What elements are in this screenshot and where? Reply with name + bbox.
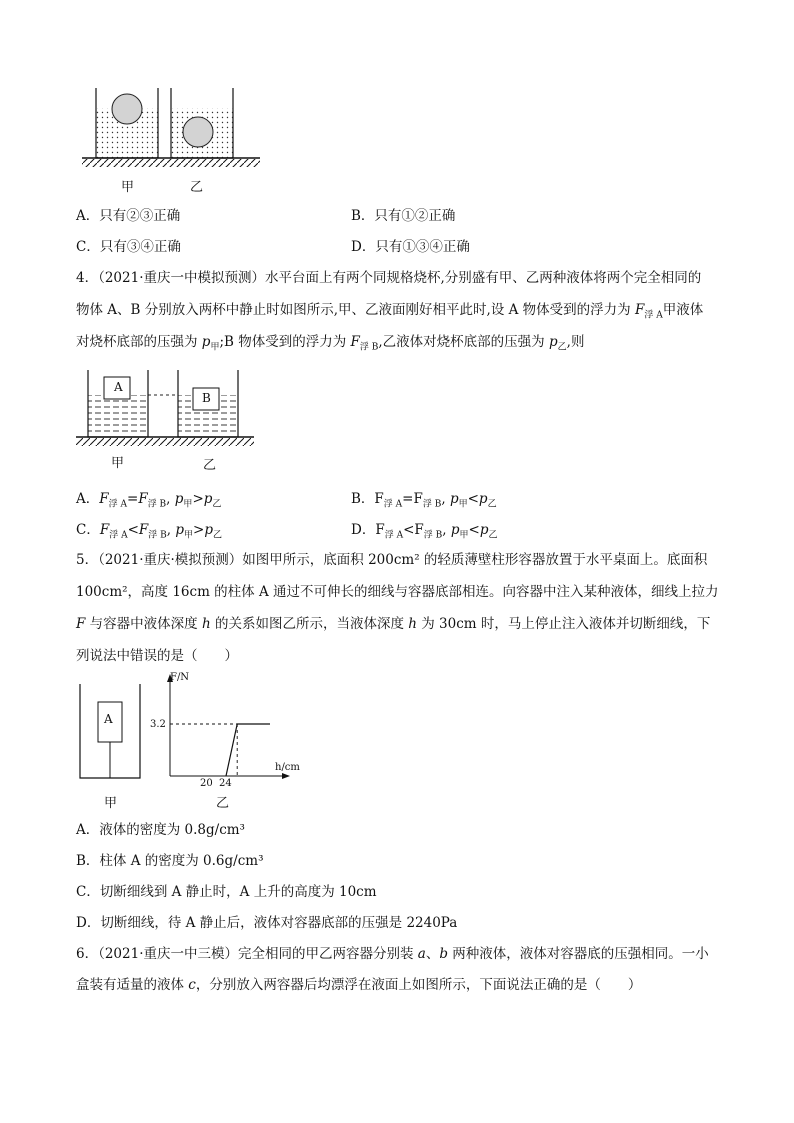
q3-option-d: D．只有①③④正确 bbox=[351, 239, 470, 255]
q5-container-figure bbox=[76, 684, 146, 782]
q5-chart-x-tick-label-20: 20 bbox=[200, 778, 213, 789]
q3-option-a: A．只有②③正确 bbox=[76, 208, 181, 224]
q4-figure-label-left: 甲 bbox=[111, 456, 125, 471]
q6-stem-line-2: 盒装有适量的液体 c，分别放入两容器后均漂浮在液面上如图所示，下面说法正确的是（ ） bbox=[76, 977, 642, 993]
q5-chart-x-tick-label-24: 24 bbox=[219, 778, 232, 789]
q5-chart-y-tick-label: 3.2 bbox=[150, 719, 166, 730]
q4-option-a: A．$F_{浮 A}=F_{浮 B}$, $p_甲>p_乙$ bbox=[76, 491, 222, 510]
q5-option-b: B．柱体 A 的密度为 0.6g/cm³ bbox=[76, 853, 264, 869]
q5-option-c: C．切断细线到 A 静止时，A 上升的高度为 10cm bbox=[76, 884, 377, 900]
q3-option-b: B．只有①②正确 bbox=[351, 208, 456, 224]
q5-stem-line-2: 100cm²，高度 16cm 的柱体 A 通过不可伸长的细线与容器底部相连。向容器中注入某种液体，细线上拉力 bbox=[76, 584, 719, 600]
q4-box-b-label: B bbox=[202, 391, 211, 405]
q3-option-c: C．只有③④正确 bbox=[76, 239, 181, 255]
q5-figure-label-right: 乙 bbox=[216, 796, 230, 811]
q4-box-a-label: A bbox=[114, 380, 123, 394]
q4-stem-line-1: 4．（2021·重庆一中模拟预测）水平台面上有两个同规格烧杯,分别盛有甲、乙两种液体将两个完全相同的 bbox=[76, 270, 702, 286]
q5-chart-ylabel: F/N bbox=[170, 672, 190, 683]
q5-chart-series-line bbox=[226, 724, 270, 776]
q5-option-a: A．液体的密度为 0.8g/cm³ bbox=[76, 822, 245, 838]
q5-figure-label-left: 甲 bbox=[104, 796, 118, 811]
q5-stem-line-4: 列说法中错误的是（ ） bbox=[76, 648, 238, 664]
q4-figure-label-right: 乙 bbox=[203, 458, 217, 473]
q4-option-d: D．$F_{浮 A}<F_{浮 B}$, $p_甲<p_乙$ bbox=[351, 522, 498, 541]
q5-column-a-label: A bbox=[104, 712, 113, 726]
q4-option-b: B．$F_{浮 A}=F_{浮 B}$, $p_甲<p_乙$ bbox=[351, 491, 497, 510]
q4-option-c: C．$F_{浮 A}<F_{浮 B}$, $p_甲>p_乙$ bbox=[76, 522, 223, 541]
q4-stem-line-3: 对烧杯底部的压强为 $p_甲;B$ 物体受到的浮力为 $F_{浮 B}$,乙液体对烧杯底部的压强为 $p_乙$,则 bbox=[76, 334, 585, 353]
q4-stem-line-2: 物体 A、B 分别放入两杯中静止时如图所示,甲、乙液面刚好相平此时,设 A 物体受到的浮力为 $F_{浮 A}$甲液体 bbox=[76, 302, 704, 321]
q6-stem-line-1: 6．（2021·重庆一中三模）完全相同的甲乙两容器分别装 a、b 两种液体，液体对容器底的压强相同。一小 bbox=[76, 946, 709, 962]
q5-option-d: D．切断细线，待 A 静止后，液体对容器底部的压强是 2240Pa bbox=[76, 915, 458, 931]
q4-figure bbox=[76, 368, 256, 452]
q3-figure-label-left: 甲 bbox=[121, 180, 135, 195]
q3-figure-label-right: 乙 bbox=[190, 180, 204, 195]
q5-stem-line-3: F 与容器中液体深度 h 的关系如图乙所示，当液体深度 h 为 30cm 时，马上停止注入液体并切断细线，下 bbox=[76, 616, 711, 632]
q5-stem-line-1: 5．（2021·重庆·模拟预测）如图甲所示，底面积 200cm² 的轻质薄壁柱形容器放置于水平桌面上。底面积 bbox=[76, 552, 708, 568]
q5-chart-x-arrow bbox=[282, 773, 290, 779]
q5-chart-xlabel: h/cm bbox=[275, 762, 300, 773]
q5-chart bbox=[160, 670, 310, 792]
q3-figure bbox=[76, 86, 266, 196]
